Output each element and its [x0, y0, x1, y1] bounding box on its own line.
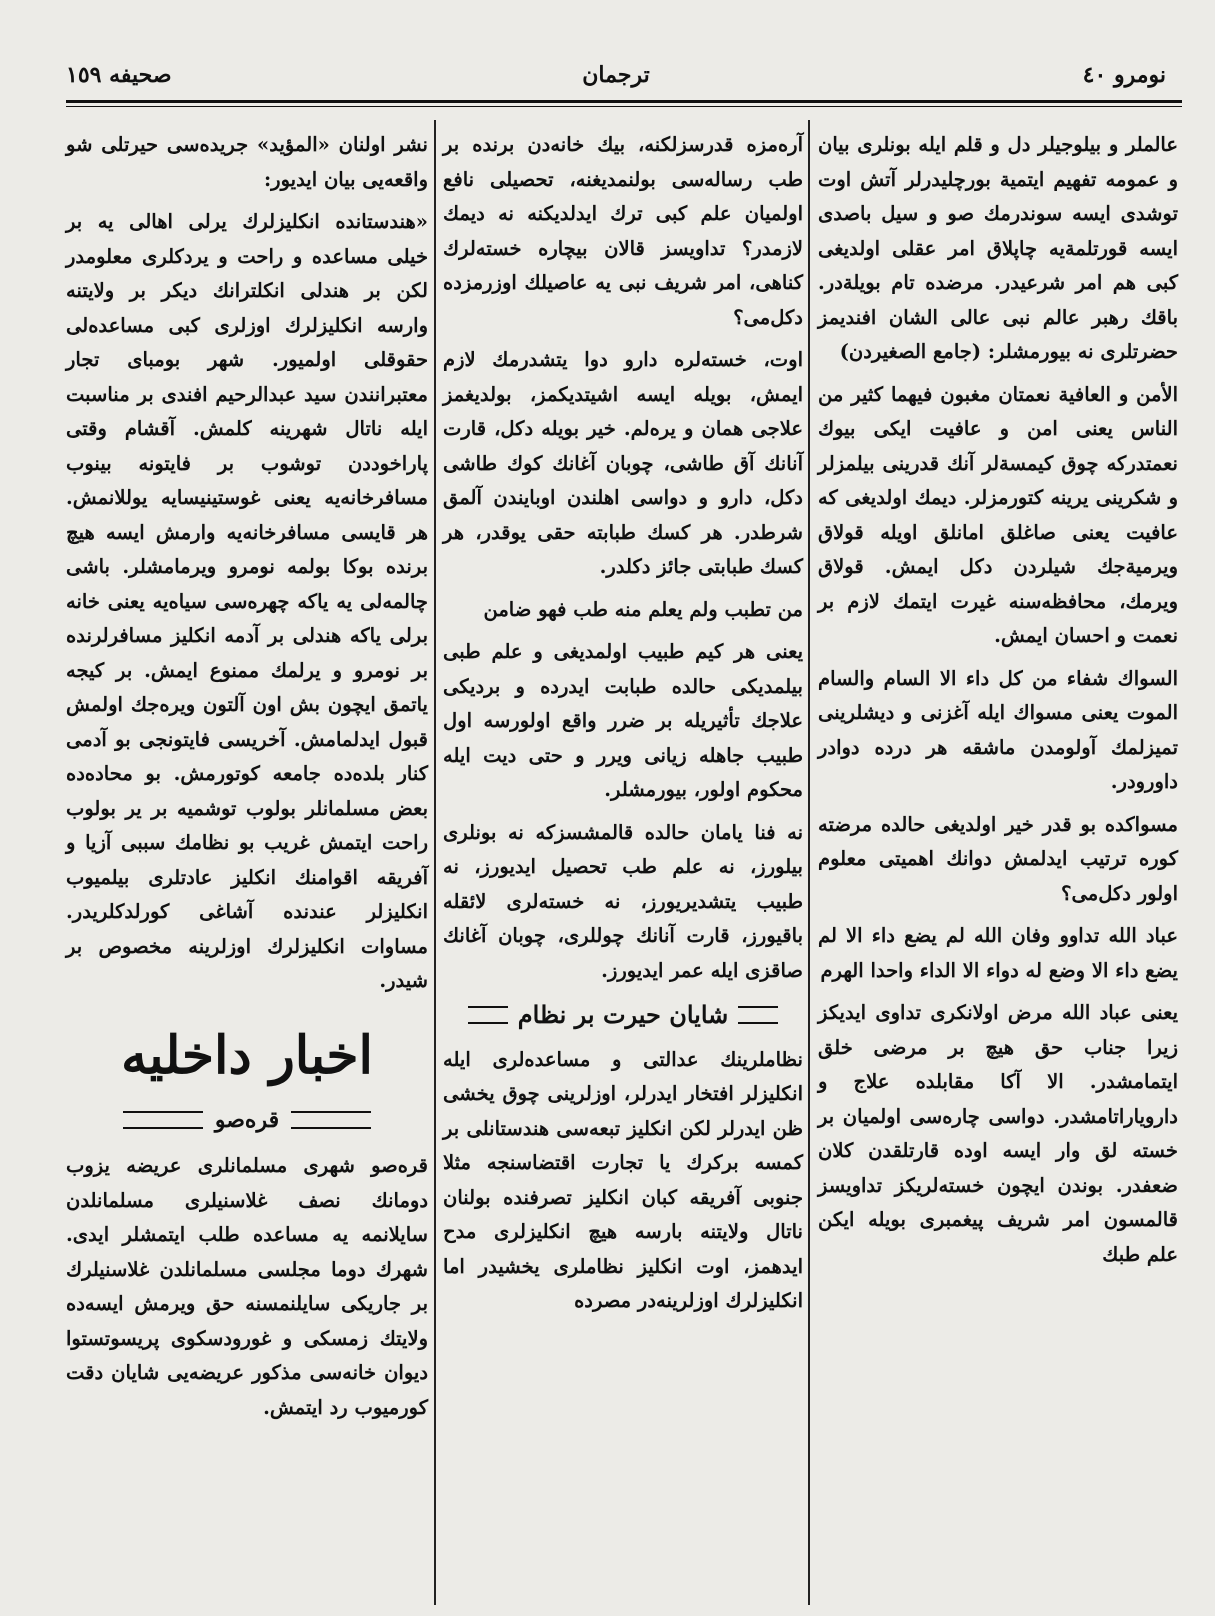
paragraph: نشر اولنان «المؤيد» جريده‌سى حيرتلى شو واقعه‌يى بيان ايديور: [66, 133, 428, 191]
paragraph: آره‌مزه قدرسزلكنه، بيك خانه‌دن برنده بر طب رساله‌سى بولنمديغنه، تحصيلى نافع اولميان علم كبى ترك ايدلديكنه نه ديمك لازمدر؟ تداويسز قالان بيچاره خسته‌لرك كناهى، امر شريف نبى يه عاصيلك اوزرمزده دكل‌مى؟ [443, 133, 803, 329]
paragraph: الأمن و العافية نعمتان مغبون فيهما كثير من الناس يعنى امن و عافيت ايكى بيوك نعمتدركه چوق كيمسةلر آنك قدرينى بيلمزلر و شكرينى يرينه كتورمزلر. ديمك اولديغى كه عافيت يعنى صاغلق امانلق اويله قولاق ويرمية‌جك شيلردن دكل ايمش. قولاق ويرمك، محافظه‌سنه غيرت ايتمك لازم بر نعمت و احسان ايمش. [818, 382, 1178, 647]
paragraph: اوت، خسته‌لره دارو دوا يتشدرمك لازم ايمش، بويله ايسه اشيتديكمز، بولديغمز علاجى همان و يرەلم. خير بويله دكل، قارت آنانك آق طاشى، چوبان آغانك كوك طاشى دكل، دارو و دواسى اهلندن اوبايندن آلمق شرطدر. هر كسك طبابته حقى يوقدر، هر كسك طبابتى جائز دكلدر. [443, 348, 803, 578]
paragraph: قره‌صو شهرى مسلمانلرى عريضه يزوب دومانك نصف غلاسنيلرى مسلمانلدن سايلانمه يه مساعده طلب ايتمشلر ايدى. شهرك دوما مجلسى مسلمانلدن غلاسنيلرك بر جاريكى سايلنمسنه حق ويرمش ايسه‌ده ولايتك زمسكى و غورودسكوى پريسوتستوا ديوان خانه‌سى مذكور عريضه‌يى شايان دقت كورميوب رد ايتمش. [66, 1154, 428, 1419]
column-right [818, 128, 1178, 1280]
subheading [66, 1103, 428, 1138]
paragraph: نظاملرينك عدالتى و مساعده‌لرى ايله انكليزلر افتخار ايدرلر، اوزلرينى چوق يخشى ظن ايدرلر لكن انكليز تبعه‌سى هندستانلى بر كمسه بركرك يا تجارت اقتضاسنجه مثلا جنوبى آفريقه كبان انكليز تصرفنده بولنان ناتال ولايتنه بارسه هيچ انكليزلرى مدح ايدهمز، اوت انكليز نظاملرى يخشيدر اما انكليزلرك اوزلرينه‌در مصرده [443, 1047, 803, 1312]
header-rule [66, 100, 1182, 103]
paragraph: يعنى عباد الله مرض اولانكرى تداوى ايديكز زيرا جناب حق هيچ بر مرضى خلق ايتمامشدر. الا آكا مقابلده علاج و داروياراتامشدر. دواسى چاره‌سى اولميان بر خسته لق وار ايسه اوده قارتلقدن كلان ضعفدر. بوندن ايچون خسته‌لريكز تداويسز قالمسون امر شريف پيغمبرى بويله ايكن علم طبك [818, 1001, 1178, 1266]
paragraph: من تطبب ولم يعلم منه طب فهو ضامن [483, 597, 803, 621]
paragraph: عباد الله تداوو وفان الله لم يضع داء الا لم يضع داء الا وضع له دواء الا الداء واحدا الهرم [818, 924, 1178, 982]
paragraph: مسواكده بو قدر خير اولديغى حالده مرضته كوره ترتيب ايدلمش دوانك اهميتى معلوم اولور دكل‌مى؟ [818, 812, 1178, 905]
paragraph: نه فنا يامان حالده قالمشسزكه نه بونلرى بيلورز، نه علم طب تحصيل ايديورز، نه طبيب يتشديريورز، نه خسته‌لرى لائقله باقيورز، قارت آنانك چوللرى، چوبان آغانك صاقزى ايله عمر ايديورز. [443, 820, 803, 982]
section-heading [443, 998, 803, 1033]
ornament-icon [291, 1111, 371, 1129]
column-middle [443, 128, 803, 1327]
header-rule-thin [66, 106, 1182, 107]
paragraph: السواك شفاء من كل داء الا السام والسام الموت يعنى مسواك ايله آغزنى و ديشلرينى تميزلمك آولومدن ماشقه هر درده دوادر داورودر. [818, 666, 1178, 793]
issue-number: نومرو ٤٠ [1082, 62, 1166, 88]
paragraph: يعنى هر كيم طبيب اولمديغى و علم طبى بيلمديكى حالده طبابت ايدرده و برديكى علاجك تأثيريله بر ضرر واقع اولورسه اول طبيب جاهله زيانى ويرر و حتى ديت ايله محكوم اولور، بيورمشلر. [443, 640, 803, 801]
ornament-icon [123, 1111, 203, 1129]
column-left [66, 128, 428, 1433]
paragraph: عالملر و بيلوجيلر دل و قلم ايله بونلرى بيان و عمومه تفهيم ايتمية بورچليدرلر آتش اوت توشدى ايسه سوندرمك صو و سيل باصدى ايسه قورتلمةيه چاپلاق امر عقلى اولديغى كبى هم امر شرعيدر. مرضده تام بويلةدر. باقك رهبر عالم نبى عالى الشان افنديمز حضرتلرى نه بيورمشلر: (جامع الصغيردن) [818, 133, 1178, 363]
paragraph: «هندستانده انكليزلرك يرلى اهالى يه بر خيلى مساعده و راحت و يردكلرى معلومدر لكن بر هندلى انكلترانك ديكر بر ولايتنه وارسه انكليزلرك اوزلرى كبى مساعده‌لى حقوقلى اولميور. شهر بومباى تجار معتبرانندن سيد عبدالرحيم افندى بر مناسبت ايله ناتال شهرينه كلمش. آقشام وقتى پاراخوددن توشوب بر فايتونه بينوب مسافرخانه‌يه يعنى غوستينيسايه يوللانمش. هر قايسى مسافرخانه‌يه وارمش ايسه هيچ برنده بوكا بولمه نومرو ويرمامشلر. باشى چالمه‌لى يه ياكه چهره‌سى سياه‌يه يعنى خانه برلى ياكه هندلى بر آدمه انكليز مسافرلرنده بر نومرو و يرلمك ممنوع ايمش. بر كيجه ياتمق ايچون بش اون آلتون ويره‌جك اولمش قبول ايدلمامش. آخريسى فايتونجى بو آدمى كنار بلده‌ده جامعه كوتورمش. بو محاده‌ده بعض مسلمانلر بولوب توشميه بر ير بولوب راحت ايتمش غريب بو نظامك سببى آزيا و آفريقه اقوامنك انكليز عادتلرى بيلميوب انكليزلر عندنده آشاغى كورلدكلريدر. مساوات انكليزلرك اوزلرينه مخصوص بر شيدر. [66, 210, 428, 992]
subheading-title: قره‌صو [214, 1106, 280, 1133]
section-title: شايان حيرت بر نظام [517, 1000, 729, 1029]
page-header [66, 62, 1166, 102]
column-divider [434, 120, 436, 1605]
ornament-icon [468, 1006, 508, 1024]
newspaper-title: ترجمان [582, 62, 650, 88]
ornament-icon [738, 1006, 778, 1024]
page-number: صحيفه ١٥٩ [66, 62, 172, 88]
column-divider [808, 120, 810, 1605]
section-heading-large: اخبار داخليه [121, 1024, 373, 1086]
